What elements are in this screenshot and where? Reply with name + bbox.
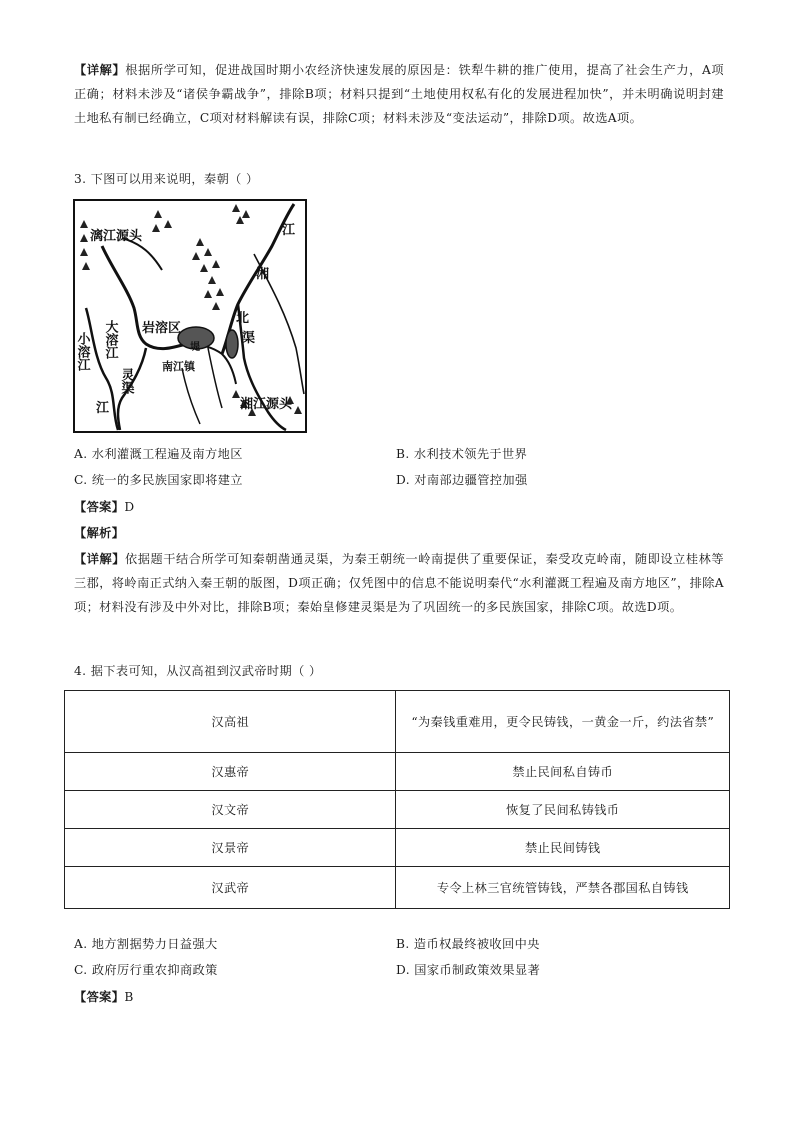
policy-cell: 禁止民间铸钱 [396, 829, 730, 867]
q4-answer: B [124, 990, 134, 1004]
q2-detail-paragraph [74, 58, 724, 130]
coinage-table [64, 690, 730, 909]
q3-option-c[interactable]: C. 统一的多民族国家即将建立 [74, 473, 243, 487]
detail-tag: 【详解】 [74, 552, 125, 566]
emperor-cell: 汉高祖 [65, 691, 396, 753]
label-xiang: 湘 [256, 267, 270, 282]
lingqu-map [72, 198, 308, 434]
q3-option-b[interactable]: B. 水利技术领先于世界 [396, 447, 528, 461]
emperor-cell: 汉景帝 [65, 829, 396, 867]
label-da-rong: 大溶江 [102, 320, 118, 359]
q4-option-a[interactable]: A. 地方割据势力日益强大 [74, 937, 218, 951]
q3-option-d[interactable]: D. 对南部边疆管控加强 [396, 473, 528, 487]
q2-detail-text: 根据所学可知，促进战国时期小农经济快速发展的原因是：铁犁牛耕的推广使用，提高了社会生产力，A项正确；材料未涉及“诸侯争霸战争”，排除B项；材料只提到“土地使用权私有化的发展进程加快”，并未明确说明封建土地私有制已经确立，C项对材料解读有误，排除C项；材料未涉及“变法运动”，排除D项。故选A项。 [74, 63, 724, 125]
table-row [65, 691, 730, 753]
q3-detail-paragraph [74, 547, 724, 619]
q4-option-d[interactable]: D. 国家币制政策效果显著 [396, 963, 541, 977]
table-row [65, 753, 730, 791]
label-li-source: 漓江源头 [90, 229, 143, 244]
label-ling-qu: 灵渠 [118, 368, 134, 394]
label-qu: 渠 [242, 331, 256, 346]
q3-stem: 3. 下图可以用来说明，秦朝（ ） [74, 172, 259, 186]
q3-answer: D [124, 500, 135, 514]
label-nan-jiang: 南江镇 [162, 360, 195, 373]
table-row [65, 791, 730, 829]
label-yanrong: 岩溶区 [142, 321, 182, 336]
q4-stem: 4. 据下表可知，从汉高祖到汉武帝时期（ ） [74, 664, 322, 678]
policy-cell: 禁止民间私自铸币 [396, 753, 730, 791]
label-xiang-source: 湘江源头 [240, 397, 293, 412]
north-canal-area [226, 330, 238, 358]
policy-cell: 专令上林三官统管铸钱，严禁各郡国私自铸钱 [396, 867, 730, 909]
q3-answer-line [74, 495, 135, 519]
emperor-cell: 汉文帝 [65, 791, 396, 829]
table-row [65, 829, 730, 867]
policy-cell: “为秦钱重难用，更令民铸钱，一黄金一斤，约法省禁” [396, 691, 730, 753]
table-row [65, 867, 730, 909]
label-dam: 堤 [190, 342, 200, 353]
q4-option-b[interactable]: B. 造币权最终被收回中央 [396, 937, 540, 951]
answer-tag: 【答案】 [74, 990, 125, 1004]
answer-tag: 【答案】 [74, 500, 125, 514]
q3-option-a[interactable]: A. 水利灌溉工程遍及南方地区 [74, 447, 243, 461]
detail-tag: 【详解】 [74, 63, 126, 77]
emperor-cell: 汉武帝 [65, 867, 396, 909]
label-bei: 北 [236, 311, 250, 326]
q3-detail-text: 依据题干结合所学可知秦朝凿通灵渠，为秦王朝统一岭南提供了重要保证，秦受攻克岭南，随即设立桂林等三郡，将岭南正式纳入秦王朝的版图，D项正确；仅凭图中的信息不能说明秦代“水利灌溉工程遍及南方地区”，排除A项；材料没有涉及中外对比，排除B项；秦始皇修建灵渠是为了巩固统一的多民族国家，排除C项。故选D项。 [74, 552, 724, 614]
q4-answer-line [74, 985, 134, 1009]
policy-cell: 恢复了民间私铸钱币 [396, 791, 730, 829]
q3-analysis-tag: 【解析】 [74, 526, 125, 540]
label-xiao-rong: 小溶江 [74, 332, 90, 371]
emperor-cell: 汉惠帝 [65, 753, 396, 791]
q4-option-c[interactable]: C. 政府厉行重农抑商政策 [74, 963, 218, 977]
label-jiang-bottom: 江 [96, 401, 110, 416]
label-jiang-top: 江 [282, 223, 296, 238]
